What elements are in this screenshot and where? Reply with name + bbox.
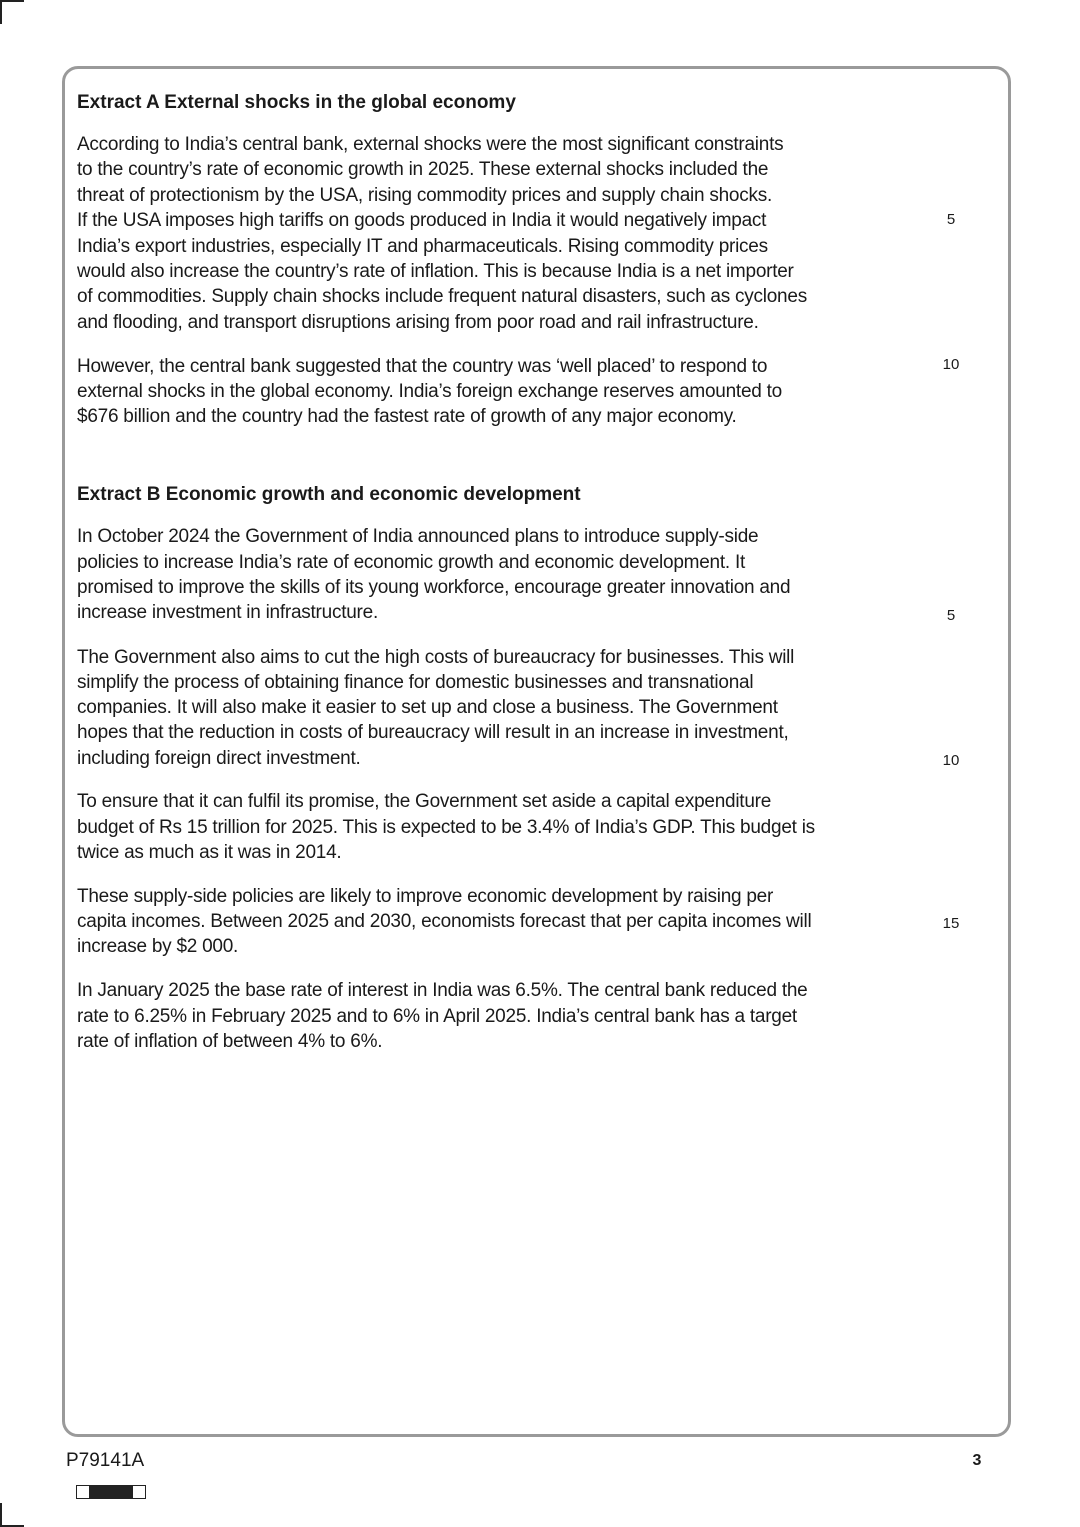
crop-mark-top-horizontal: [0, 0, 24, 2]
extract-b-text-line: twice as much as it was in 2014.: [77, 842, 342, 863]
registration-block-filled: [104, 1485, 118, 1499]
extract-b-line-number: 5: [946, 607, 956, 624]
extract-a-text-line: India’s export industries, especially IT and pharmaceuticals. Rising commodity prices: [77, 236, 768, 257]
extract-b-line-number: 15: [942, 915, 960, 932]
extract-b-text-line: rate of inflation of between 4% to 6%.: [77, 1031, 383, 1052]
extract-a-text-line: According to India’s central bank, external shocks were the most significant constraints: [77, 134, 784, 155]
extract-a-heading: Extract A External shocks in the global economy: [77, 92, 516, 113]
extract-b-text-line: promised to improve the skills of its young workforce, encourage greater innovation and: [77, 577, 791, 598]
extract-b-text-line: These supply-side policies are likely to improve economic development by raising per: [77, 886, 774, 907]
extract-a-text-line: external shocks in the global economy. India’s foreign exchange reserves amounted to: [77, 381, 782, 402]
paper-code: P79141A: [66, 1450, 145, 1471]
extract-a-text-line: to the country’s rate of economic growth in 2025. These external shocks included the: [77, 159, 769, 180]
extract-b-text-line: hopes that the reduction in costs of bureaucracy will result in an increase in investment,: [77, 722, 789, 743]
extract-b-heading: Extract B Economic growth and economic development: [77, 484, 581, 505]
extract-a-text-line: would also increase the country’s rate of inflation. This is because India is a net importer: [77, 261, 794, 282]
print-registration-blocks: [76, 1485, 146, 1499]
registration-block-outline: [76, 1485, 90, 1499]
crop-mark-bottom-vertical: [0, 1503, 2, 1527]
extract-b-text-line: rate to 6.25% in February 2025 and to 6% in April 2025. India’s central bank has a target: [77, 1006, 797, 1027]
registration-block-filled: [90, 1485, 104, 1499]
registration-block-filled: [118, 1485, 132, 1499]
extract-b-text-line: To ensure that it can fulfil its promise, the Government set aside a capital expenditure: [77, 791, 772, 812]
extract-a-text-line: If the USA imposes high tariffs on goods produced in India it would negatively impact: [77, 210, 767, 231]
page-number: 3: [972, 1452, 982, 1469]
extract-b-text-line: In October 2024 the Government of India announced plans to introduce supply-side: [77, 526, 759, 547]
extract-a-line-number: 10: [942, 356, 960, 373]
extract-b-text-line: policies to increase India’s rate of economic growth and economic development. It: [77, 552, 745, 573]
extract-a-text-line: of commodities. Supply chain shocks include frequent natural disasters, such as cyclones: [77, 286, 807, 307]
registration-block-outline: [132, 1485, 146, 1499]
extract-b-text-line: companies. It will also make it easier to set up and close a business. The Government: [77, 697, 778, 718]
extract-a-text-line: threat of protectionism by the USA, rising commodity prices and supply chain shocks.: [77, 185, 772, 206]
extract-a-line-number: 5: [946, 211, 956, 228]
extract-b-text-line: budget of Rs 15 trillion for 2025. This is expected to be 3.4% of India’s GDP. This budget is: [77, 817, 815, 838]
extract-b-text-line: The Government also aims to cut the high costs of bureaucracy for businesses. This will: [77, 647, 795, 668]
extract-b-text-line: capita incomes. Between 2025 and 2030, economists forecast that per capita incomes will: [77, 911, 812, 932]
extract-b-text-line: increase by $2 000.: [77, 936, 239, 957]
crop-mark-top-vertical: [0, 0, 2, 24]
extract-b-text-line: In January 2025 the base rate of interest in India was 6.5%. The central bank reduced the: [77, 980, 808, 1001]
extract-b-text-line: simplify the process of obtaining finance for domestic businesses and transnational: [77, 672, 754, 693]
extract-b-line-number: 10: [942, 752, 960, 769]
extract-a-text-line: $676 billion and the country had the fastest rate of growth of any major economy.: [77, 406, 737, 427]
extract-b-text-line: increase investment in infrastructure.: [77, 602, 378, 623]
extract-b-text-line: including foreign direct investment.: [77, 748, 361, 769]
extract-a-text-line: However, the central bank suggested that the country was ‘well placed’ to respond to: [77, 356, 768, 377]
extract-a-text-line: and flooding, and transport disruptions arising from poor road and rail infrastructure.: [77, 312, 759, 333]
